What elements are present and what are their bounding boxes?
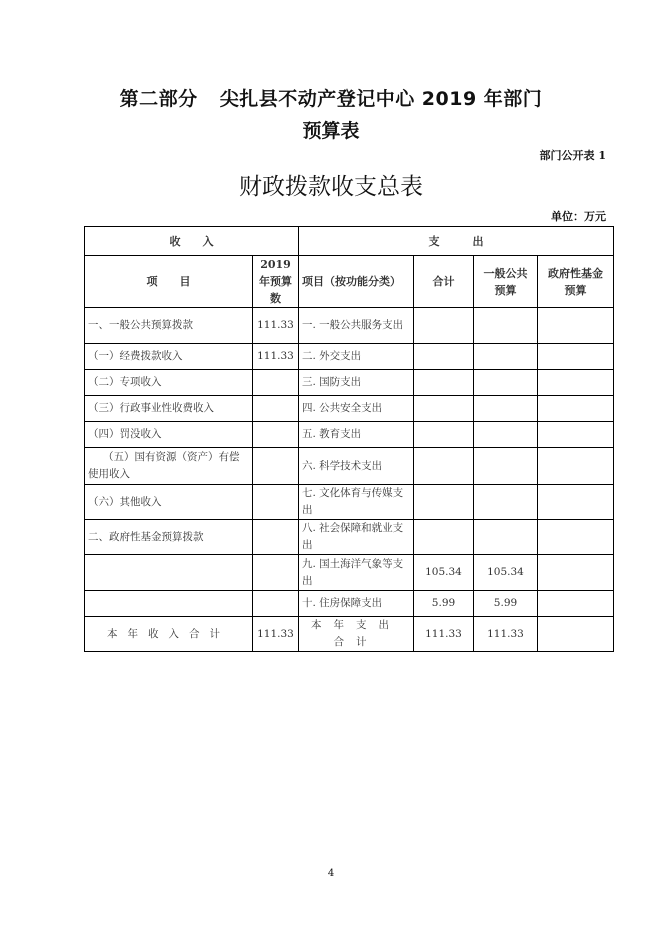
total-header: 合计 — [414, 256, 474, 308]
expense-item: 五. 教育支出 — [299, 422, 414, 448]
table-title: 财政拨款收支总表 — [239, 174, 423, 200]
fund-budget — [538, 555, 614, 591]
group-header-row — [85, 227, 614, 256]
general-budget-sum: 111.33 — [474, 617, 538, 652]
income-budget — [253, 591, 299, 617]
general-budget — [474, 344, 538, 370]
income-item: （五）国有资源（资产）有偿使用收入 — [85, 448, 253, 485]
expense-item: 三. 国防支出 — [299, 370, 414, 396]
total — [414, 448, 474, 485]
income-budget — [253, 396, 299, 422]
income-item — [85, 555, 253, 591]
table-row — [85, 396, 614, 422]
fund-budget — [538, 396, 614, 422]
income-item: （二）专项收入 — [85, 370, 253, 396]
table-row — [85, 485, 614, 520]
income-item: （四）罚没收入 — [85, 422, 253, 448]
table-row — [85, 555, 614, 591]
fund-budget — [538, 520, 614, 555]
total — [414, 422, 474, 448]
table-row — [85, 308, 614, 344]
general-budget — [474, 520, 538, 555]
table-tag: 部门公开表 1 — [539, 149, 606, 162]
general-budget — [474, 448, 538, 485]
expense-item: 十. 住房保障支出 — [299, 591, 414, 617]
column-header-row — [85, 256, 614, 308]
general-budget: 5.99 — [474, 591, 538, 617]
table-row — [85, 448, 614, 485]
expense-total-label: 本年支出合计 — [299, 617, 414, 652]
total — [414, 344, 474, 370]
expense-item: 二. 外交支出 — [299, 344, 414, 370]
expense-item-header: 项目（按功能分类） — [299, 256, 414, 308]
income-item-header: 项 目 — [85, 256, 253, 308]
income-budget: 111.33 — [253, 308, 299, 344]
fund-budget — [538, 308, 614, 344]
income-budget-header: 2019年预算数 — [253, 256, 299, 308]
title-org: 尖扎县不动产登记中心 2019 年部门 — [219, 88, 543, 110]
expense-item: 八. 社会保障和就业支出 — [299, 520, 414, 555]
income-budget — [253, 485, 299, 520]
general-budget — [474, 422, 538, 448]
fund-budget — [538, 485, 614, 520]
total: 5.99 — [414, 591, 474, 617]
income-budget — [253, 555, 299, 591]
general-budget — [474, 370, 538, 396]
table-row — [85, 422, 614, 448]
document-title — [0, 84, 662, 111]
income-budget — [253, 448, 299, 485]
income-item: （三）行政事业性收费收入 — [85, 396, 253, 422]
fund-budget — [538, 422, 614, 448]
total — [414, 396, 474, 422]
general-budget: 105.34 — [474, 555, 538, 591]
income-budget — [253, 520, 299, 555]
fund-budget-sum — [538, 617, 614, 652]
total — [414, 485, 474, 520]
totals-row — [85, 617, 614, 652]
income-total-label: 本年收入合计 — [85, 617, 253, 652]
income-group-header: 收 入 — [85, 227, 299, 256]
unit-label: 单位：万元 — [551, 210, 606, 223]
total — [414, 520, 474, 555]
general-budget — [474, 396, 538, 422]
income-item — [85, 591, 253, 617]
income-total: 111.33 — [253, 617, 299, 652]
expense-item: 一. 一般公共服务支出 — [299, 308, 414, 344]
total-sum: 111.33 — [414, 617, 474, 652]
total: 105.34 — [414, 555, 474, 591]
fund-budget — [538, 591, 614, 617]
general-budget — [474, 308, 538, 344]
fund-budget-header: 政府性基金预算 — [538, 256, 614, 308]
expense-item: 九. 国土海洋气象等支出 — [299, 555, 414, 591]
income-item: 二、政府性基金预算拨款 — [85, 520, 253, 555]
page-number: 4 — [327, 868, 335, 879]
expense-item: 七. 文化体育与传媒支出 — [299, 485, 414, 520]
fund-budget — [538, 370, 614, 396]
table-row — [85, 520, 614, 555]
budget-table — [84, 226, 614, 652]
income-item: （六）其他收入 — [85, 485, 253, 520]
table-row — [85, 591, 614, 617]
expense-group-header: 支 出 — [299, 227, 614, 256]
fund-budget — [538, 344, 614, 370]
income-budget: 111.33 — [253, 344, 299, 370]
general-budget — [474, 485, 538, 520]
table-row — [85, 370, 614, 396]
income-budget — [253, 370, 299, 396]
expense-item: 六. 科学技术支出 — [299, 448, 414, 485]
fund-budget — [538, 448, 614, 485]
expense-item: 四. 公共安全支出 — [299, 396, 414, 422]
income-item: 一、一般公共预算拨款 — [85, 308, 253, 344]
income-item: （一）经费拨款收入 — [85, 344, 253, 370]
table-row — [85, 344, 614, 370]
general-budget-header: 一般公共预算 — [474, 256, 538, 308]
income-budget — [253, 422, 299, 448]
total — [414, 370, 474, 396]
total — [414, 308, 474, 344]
title-part: 第二部分 — [119, 88, 198, 110]
document-title-line2: 预算表 — [302, 120, 360, 142]
